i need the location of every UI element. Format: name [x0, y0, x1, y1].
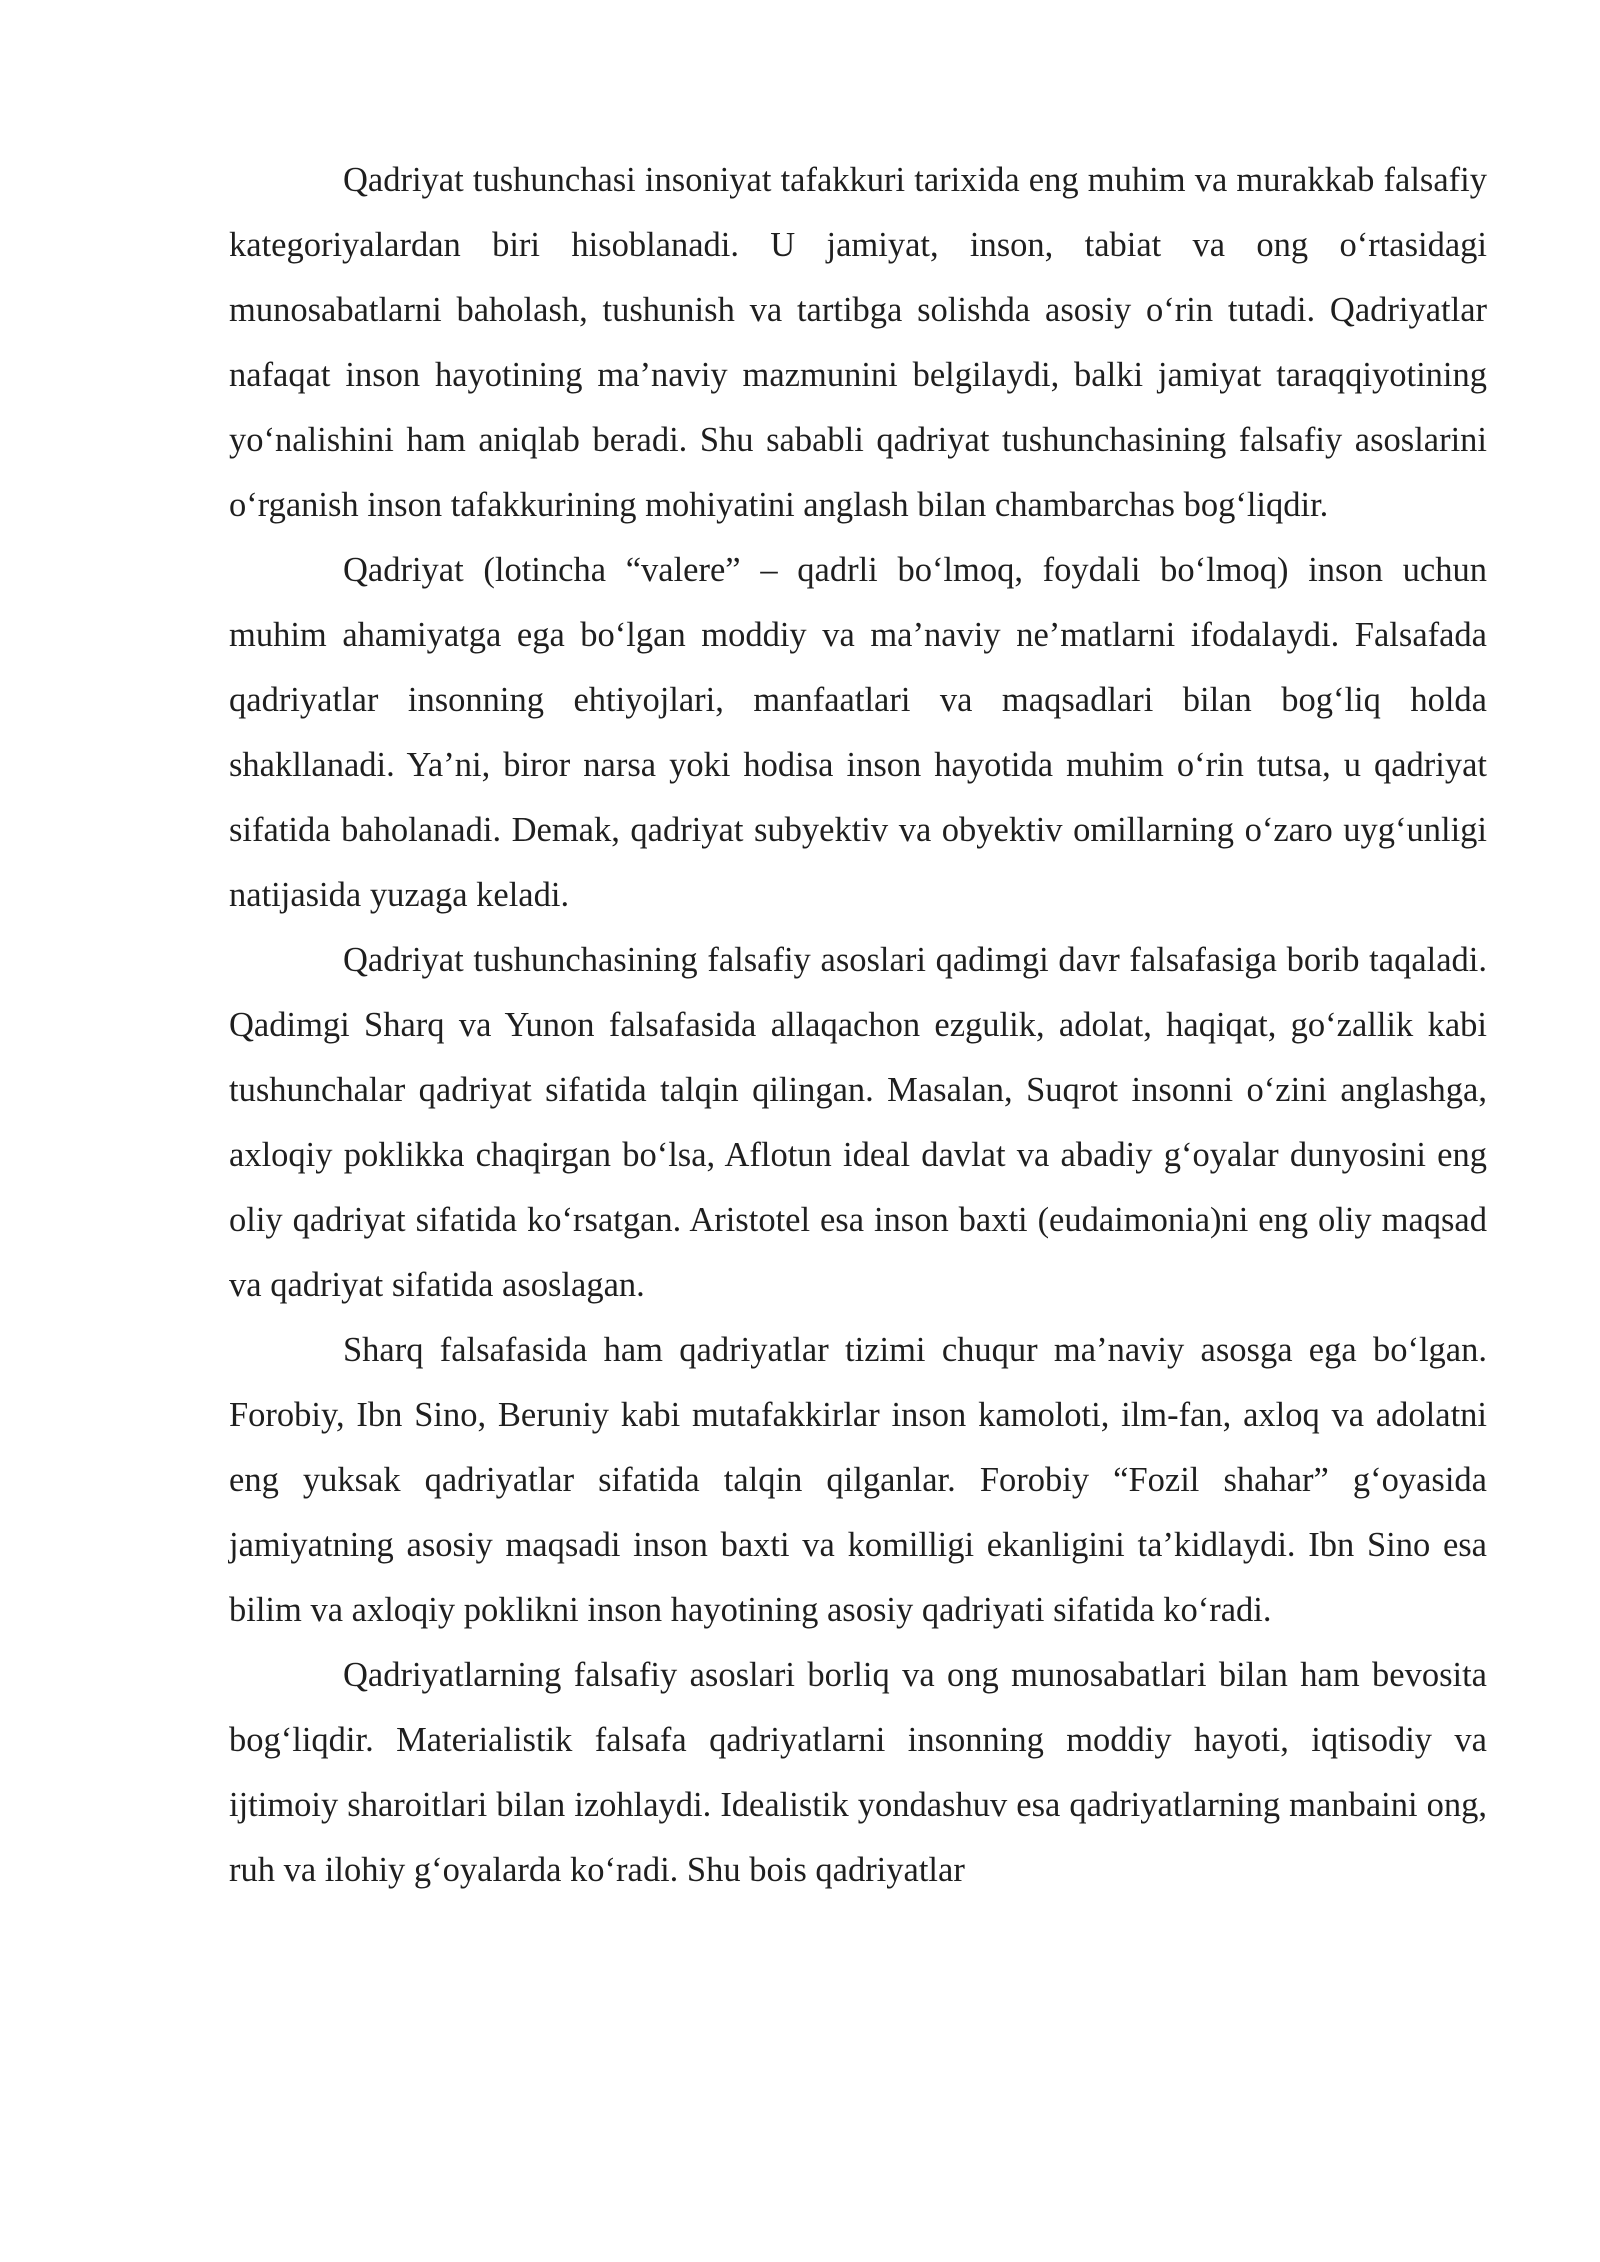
paragraph-5: Qadriyatlarning falsafiy asoslari borliq va ong munosabatlari bilan ham bevosita bog‘liqdir. Materialistik falsafa qadriyatlarni insonning moddiy hayoti, iqtisodiy va ijtimoiy sharoitlari bilan izohlaydi. Idealistik yondashuv esa qadriyatlarning manbaini ong, ruh va ilohiy g‘oyalarda ko‘radi. Shu bois qadriyatlar — [229, 1656, 1487, 1889]
paragraph-3: Qadriyat tushunchasining falsafiy asoslari qadimgi davr falsafasiga borib taqaladi. Qadimgi Sharq va Yunon falsafasida allaqachon ezgulik, adolat, haqiqat, go‘zallik kabi tushunchalar qadriyat sifatida talqin qilingan. Masalan, Suqrot insonni o‘zini anglashga, axloqiy poklikka chaqirgan bo‘lsa, Aflotun ideal davlat va abadiy g‘oyalar dunyosini eng oliy qadriyat sifatida ko‘rsatgan. Aristotel esa inson baxti (eudaimonia)ni eng oliy maqsad va qadriyat sifatida asoslagan. — [229, 941, 1487, 1304]
document-body — [229, 148, 1487, 1903]
paragraph-1: Qadriyat tushunchasi insoniyat tafakkuri tarixida eng muhim va murakkab falsafiy kategoriyalardan biri hisoblanadi. U jamiyat, inson, tabiat va ong o‘rtasidagi munosabatlarni baholash, tushunish va tartibga solishda asosiy o‘rin tutadi. Qadriyatlar nafaqat inson hayotining ma’naviy mazmunini belgilaydi, balki jamiyat taraqqiyotining yo‘nalishini ham aniqlab beradi. Shu sababli qadriyat tushunchasining falsafiy asoslarini o‘rganish inson tafakkurining mohiyatini anglash bilan chambarchas bog‘liqdir. — [229, 161, 1487, 524]
paragraph-2: Qadriyat (lotincha “valere” – qadrli bo‘lmoq, foydali bo‘lmoq) inson uchun muhim ahamiyatga ega bo‘lgan moddiy va ma’naviy ne’matlarni ifodalaydi. Falsafada qadriyatlar insonning ehtiyojlari, manfaatlari va maqsadlari bilan bog‘liq holda shakllanadi. Ya’ni, biror narsa yoki hodisa inson hayotida muhim o‘rin tutsa, u qadriyat sifatida baholanadi. Demak, qadriyat subyektiv va obyektiv omillarning o‘zaro uyg‘unligi natijasida yuzaga keladi. — [229, 551, 1487, 914]
paragraph-4: Sharq falsafasida ham qadriyatlar tizimi chuqur ma’naviy asosga ega bo‘lgan. Forobiy, Ibn Sino, Beruniy kabi mutafakkirlar inson kamoloti, ilm-fan, axloq va adolatni eng yuksak qadriyatlar sifatida talqin qilganlar. Forobiy “Fozil shahar” g‘oyasida jamiyatning asosiy maqsadi inson baxti va komilligi ekanligini ta’kidlaydi. Ibn Sino esa bilim va axloqiy poklikni inson hayotining asosiy qadriyati sifatida ko‘radi. — [229, 1331, 1487, 1629]
